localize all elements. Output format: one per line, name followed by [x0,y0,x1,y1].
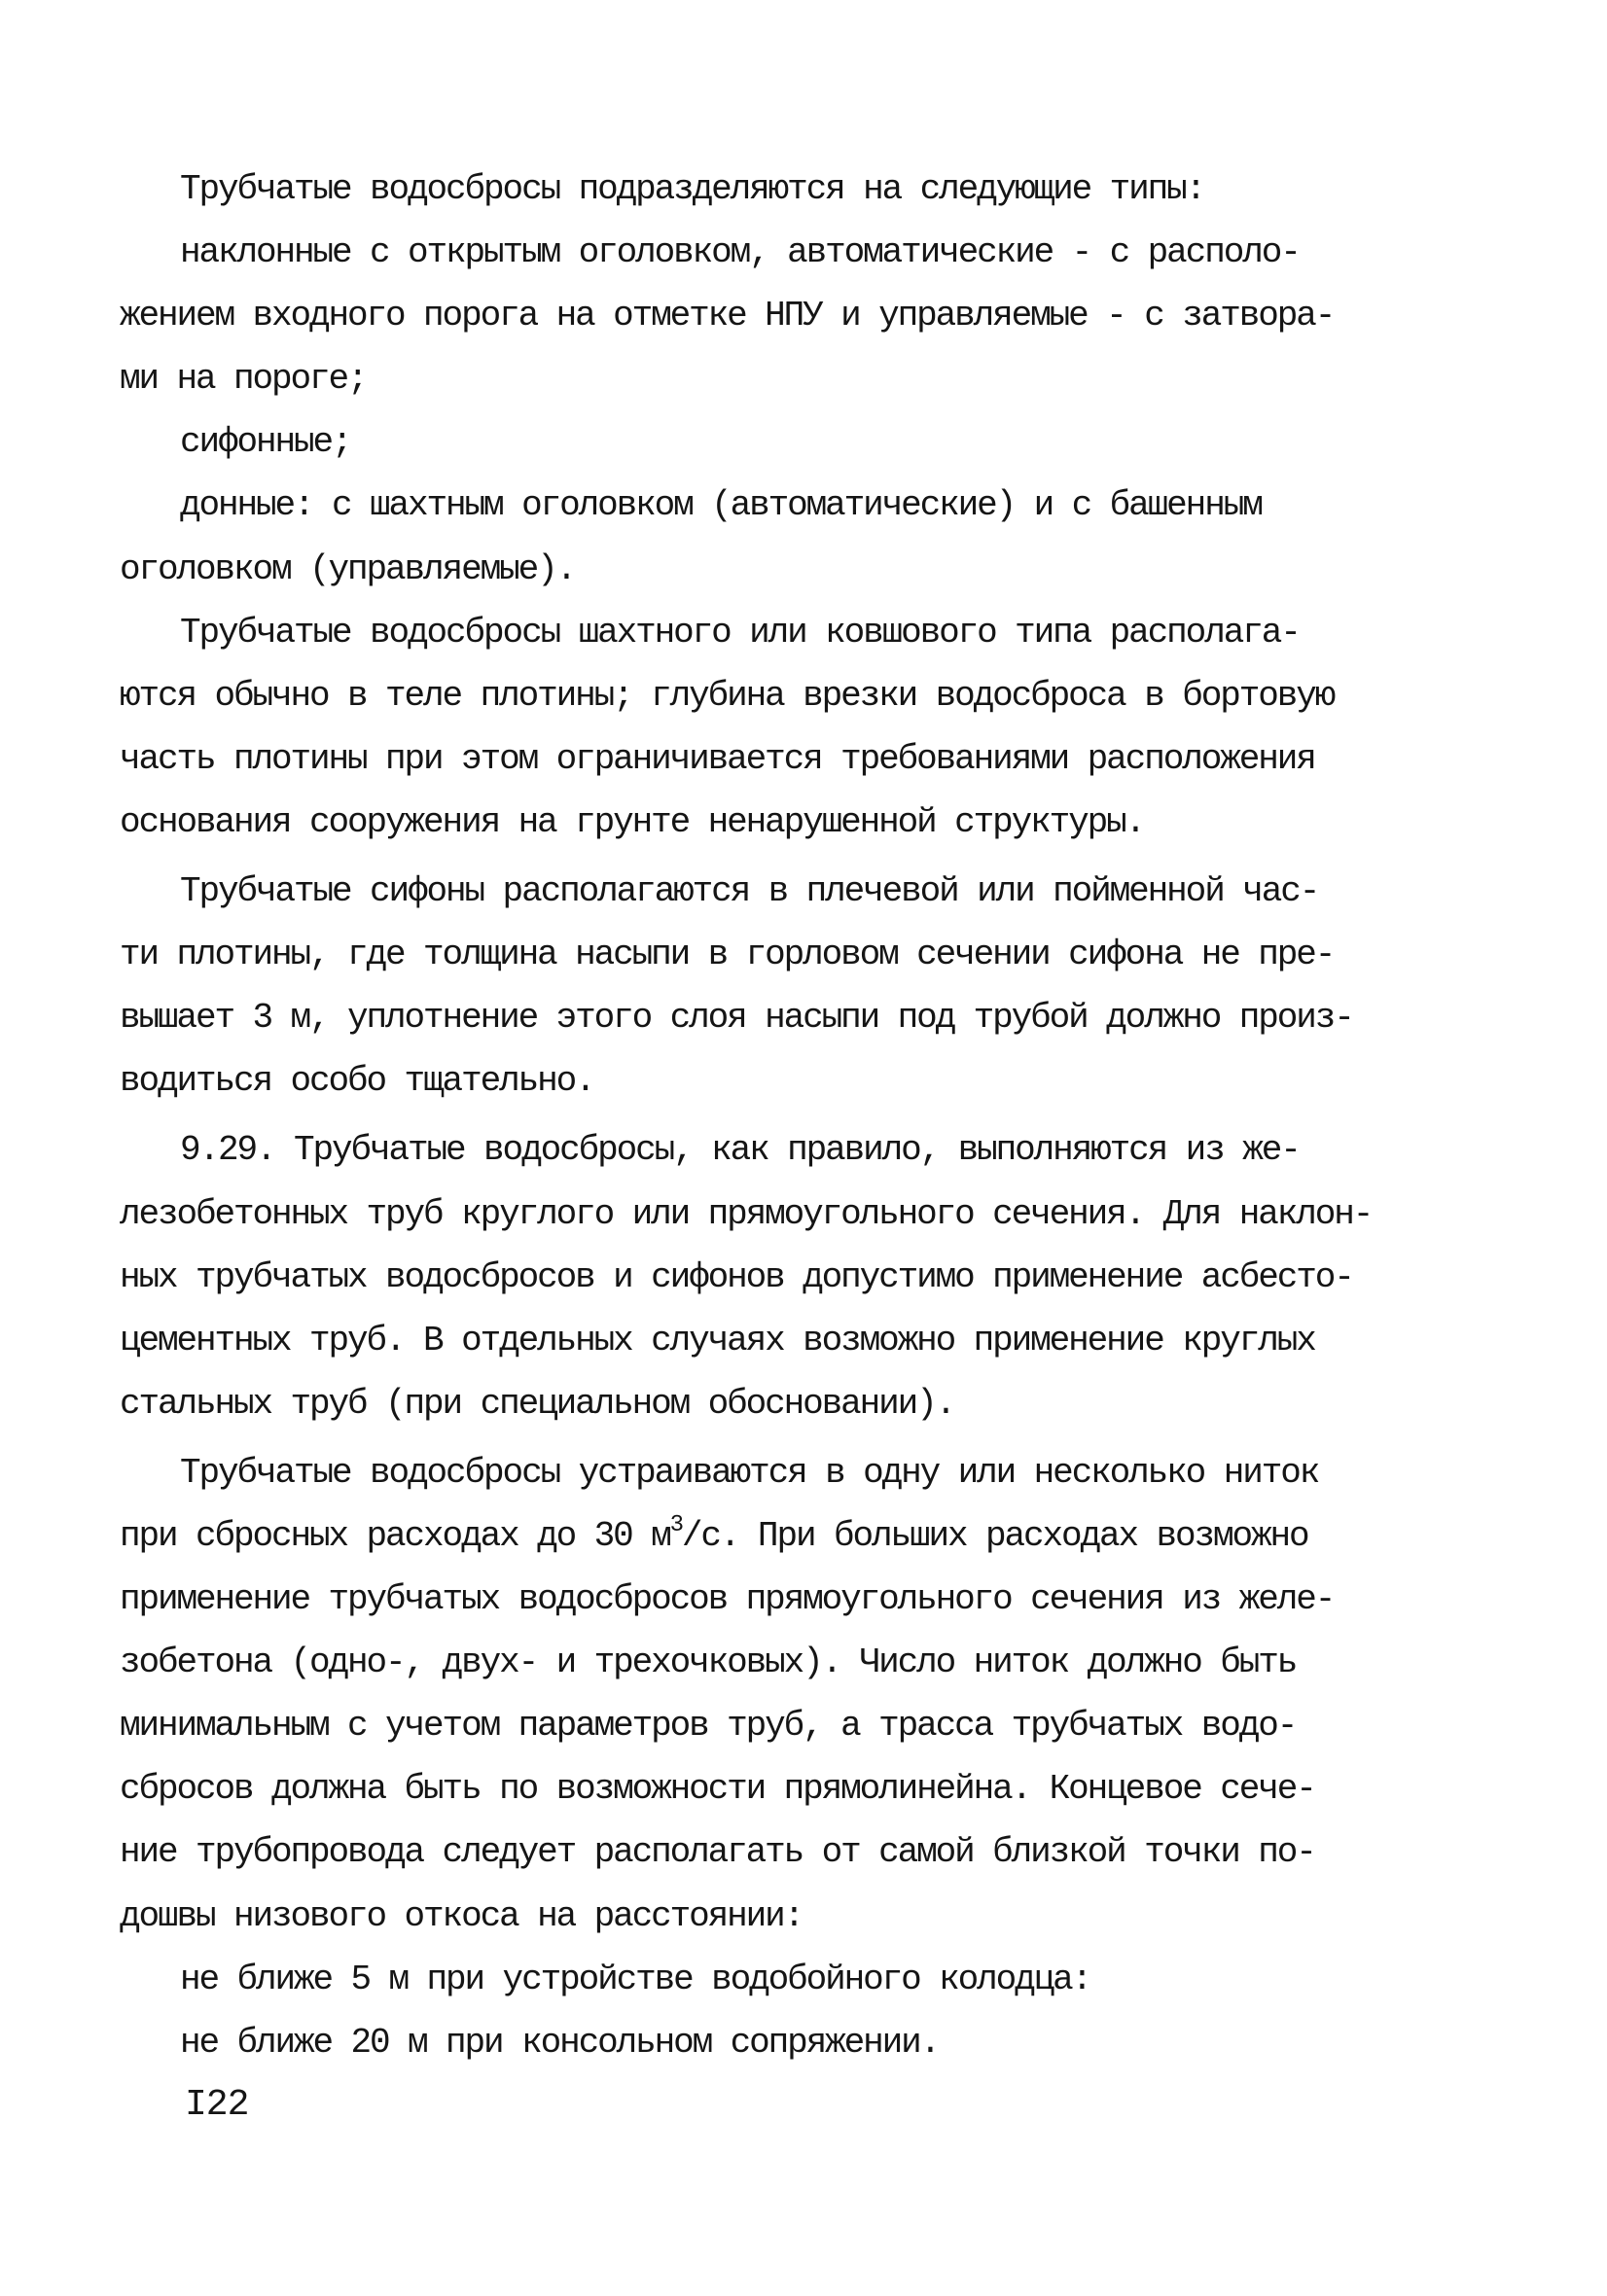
text-line: сбросов должна быть по возможности прямолинейна. Концевое сече- [120,1769,1315,1810]
text-line: вышает 3 м, уплотнение этого слоя насыпи под трубой должно произ- [120,998,1353,1039]
text-line: основания сооружения на грунте ненарушенной структуры. [120,801,1145,842]
text-line: Трубчатые водосбросы устраиваются в одну или несколько ниток [180,1452,1319,1493]
text-line: минимальным с учетом параметров труб, а трасса трубчатых водо- [120,1706,1297,1747]
text-line: Трубчатые сифоны располагаются в плечевой или пойменной час- [180,871,1319,912]
page-number: I22 [185,2084,249,2126]
text-line: применение трубчатых водосбросов прямоугольного сечения из желе- [120,1579,1335,1620]
text-line: ных трубчатых водосбросов и сифонов допустимо применение асбесто- [120,1256,1353,1297]
text-segment: /с. При больших расходах возможно [681,1515,1308,1556]
text-line: ти плотины, где толщина насыпи в горловом сечении сифона не пре- [120,935,1335,975]
text-line: Трубчатые водосбросы подразделяются на следующие типы: [180,169,1205,209]
text-segment: при сбросных расходах до 30 м [120,1515,670,1556]
text-line: сифонные; [180,422,351,463]
text-line: ние трубопровода следует располагать от самой близкой точки по- [120,1832,1315,1873]
text-line: цементных труб. В отдельных случаях возможно применение круглых [120,1320,1315,1360]
text-line: лезобетонных труб круглого или прямоугольного сечения. Для наклон- [120,1193,1373,1234]
superscript: 3 [669,1511,682,1538]
text-line: 9.29. Трубчатые водосбросы, как правило, выполняются из же- [180,1130,1300,1171]
text-line: оголовком (управляемые). [120,548,576,589]
text-line: ются обычно в теле плотины; глубина врезки водосброса в бортовую [120,675,1335,716]
text-line: не ближе 20 м при консольном сопряжении. [180,2022,940,2063]
text-line: зобетона (одно-, двух- и трехочковых). Число ниток должно быть [120,1643,1297,1683]
text-line: Трубчатые водосбросы шахтного или ковшового типа располага- [180,612,1300,653]
text-line: жением входного порога на отметке НПУ и управляемые - с затвора- [120,296,1335,336]
text-line: ми на пороге; [120,359,367,400]
text-line [120,1504,1435,1568]
document-body [120,158,1435,2074]
text-line: дошвы низового откоса на расстоянии: [120,1895,804,1936]
text-line: наклонные с открытым оголовком, автоматические - с располо- [180,232,1300,273]
text-line: стальных труб (при специальном обосновании). [120,1383,955,1424]
text-line: донные: с шахтным оголовком (автоматические) и с башенным [180,485,1262,526]
text-line: часть плотины при этом ограничивается требованиями расположения [120,738,1315,779]
text-line: не ближе 5 м при устройстве водобойного колодца: [180,1959,1091,1999]
text-line: водиться особо тщательно. [120,1061,594,1102]
